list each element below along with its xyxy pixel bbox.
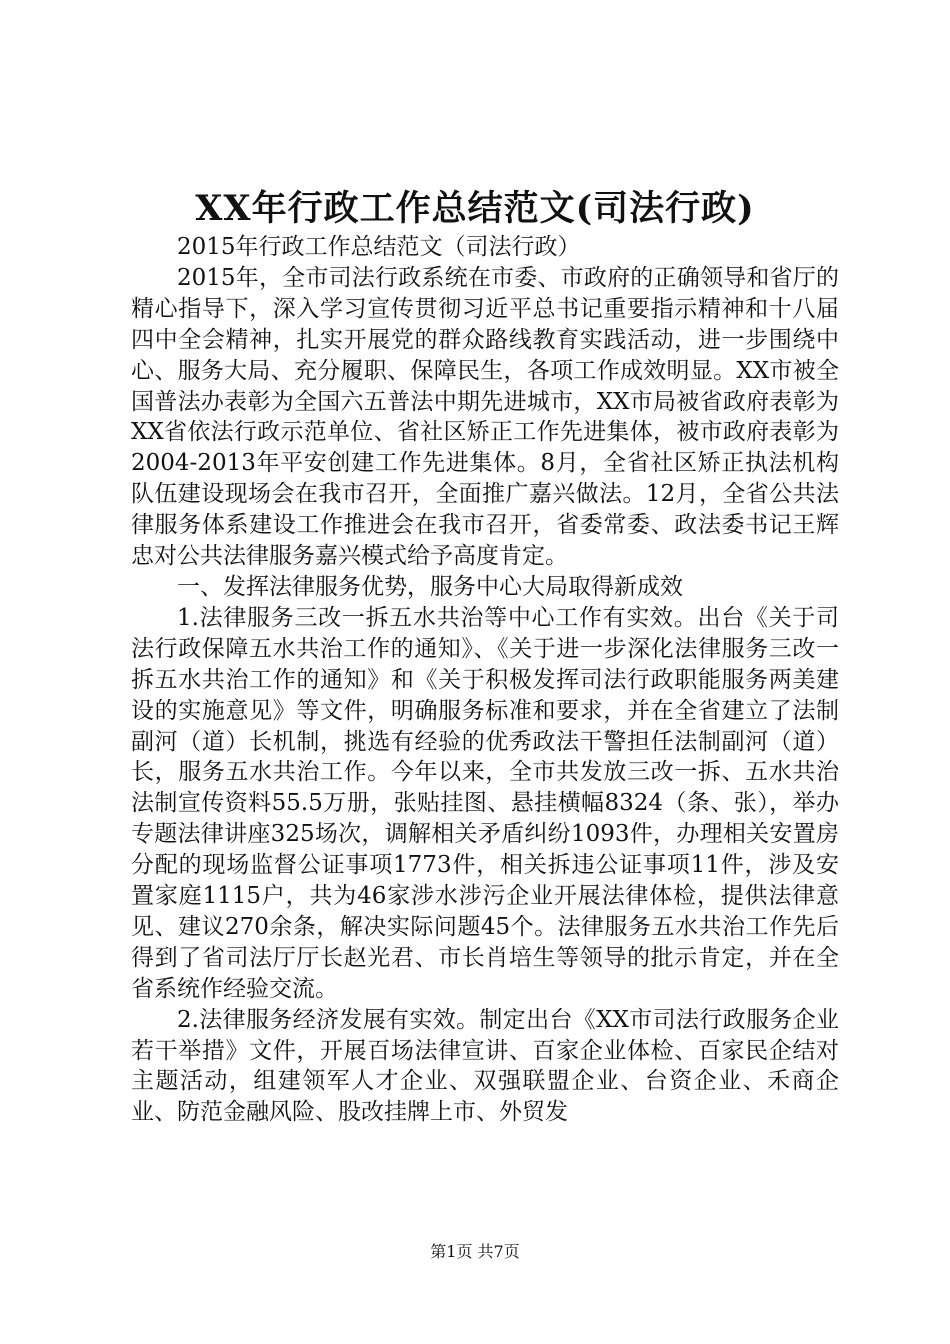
subtitle-paragraph: 2015年行政工作总结范文（司法行政） bbox=[177, 234, 581, 260]
section-heading: 一、发挥法律服务优势，服务中心大局取得新成效 bbox=[177, 573, 683, 600]
item-1-paragraph: 1.法律服务三改一拆五水共治等中心工作有实效。出台《关于司法行政保障五水共治工作的通知》、《关于进一步深化法律服务三改一拆五水共治工作的通知》和《关于积极发挥司法行政职能服务两美建设的实施意见》等文件，明确服务标准和要求，并在全省建立了法制副河（道）长机制，挑选有经验的优秀政法干警担任法制副河（道）长，服务五水共治工作。今年以来，全市共发放三改一拆、五水共治法制宣传资料55.5万册，张贴挂图、悬挂横幅8324（条、张），举办专题法律讲座325场次，调解相关矛盾纠纷1093件，办理相关安置房分配的现场监督公证事项1773件，相关拆违公证事项11件，涉及安置家庭1115户，共为46家涉水涉污企业开展法律体检，提供法律意见、建议270余条，解决实际问题45个。法律服务五水共治工作先后得到了省司法厅厅长赵光君、市长肖培生等领导的批示肯定，并在全省系统作经验交流。 bbox=[131, 604, 839, 1002]
page-number-footer: 第1页 共7页 bbox=[430, 1242, 520, 1261]
document-title: XX年行政工作总结范文(司法行政) bbox=[195, 188, 755, 229]
document-body bbox=[131, 232, 839, 1128]
intro-paragraph: 2015年，全市司法行政系统在市委、市政府的正确领导和省厅的精心指导下，深入学习宣传贯彻习近平总书记重要指示精神和十八届四中全会精神，扎实开展党的群众路线教育实践活动，进一步围绕中心、服务大局、充分履职、保障民生，各项工作成效明显。XX市被全国普法办表彰为全国六五普法中期先进城市，XX市局被省政府表彰为XX省依法行政示范单位、省社区矫正工作先进集体，被市政府表彰为2004-2013年平安创建工作先进集体。8月，全省社区矫正执法机构队伍建设现场会在我市召开，全面推广嘉兴做法。12月，全省公共法律服务体系建设工作推进会在我市召开，省委常委、政法委书记王辉忠对公共法律服务嘉兴模式给予高度肯定。 bbox=[131, 264, 839, 570]
item-2-paragraph: 2.法律服务经济发展有实效。制定出台《XX市司法行政服务企业若干举措》文件，开展百场法律宣讲、百家企业体检、百家民企结对主题活动，组建领军人才企业、双强联盟企业、台资企业、禾商企业、防范金融风险、股改挂牌上市、外贸发 bbox=[131, 1006, 839, 1126]
